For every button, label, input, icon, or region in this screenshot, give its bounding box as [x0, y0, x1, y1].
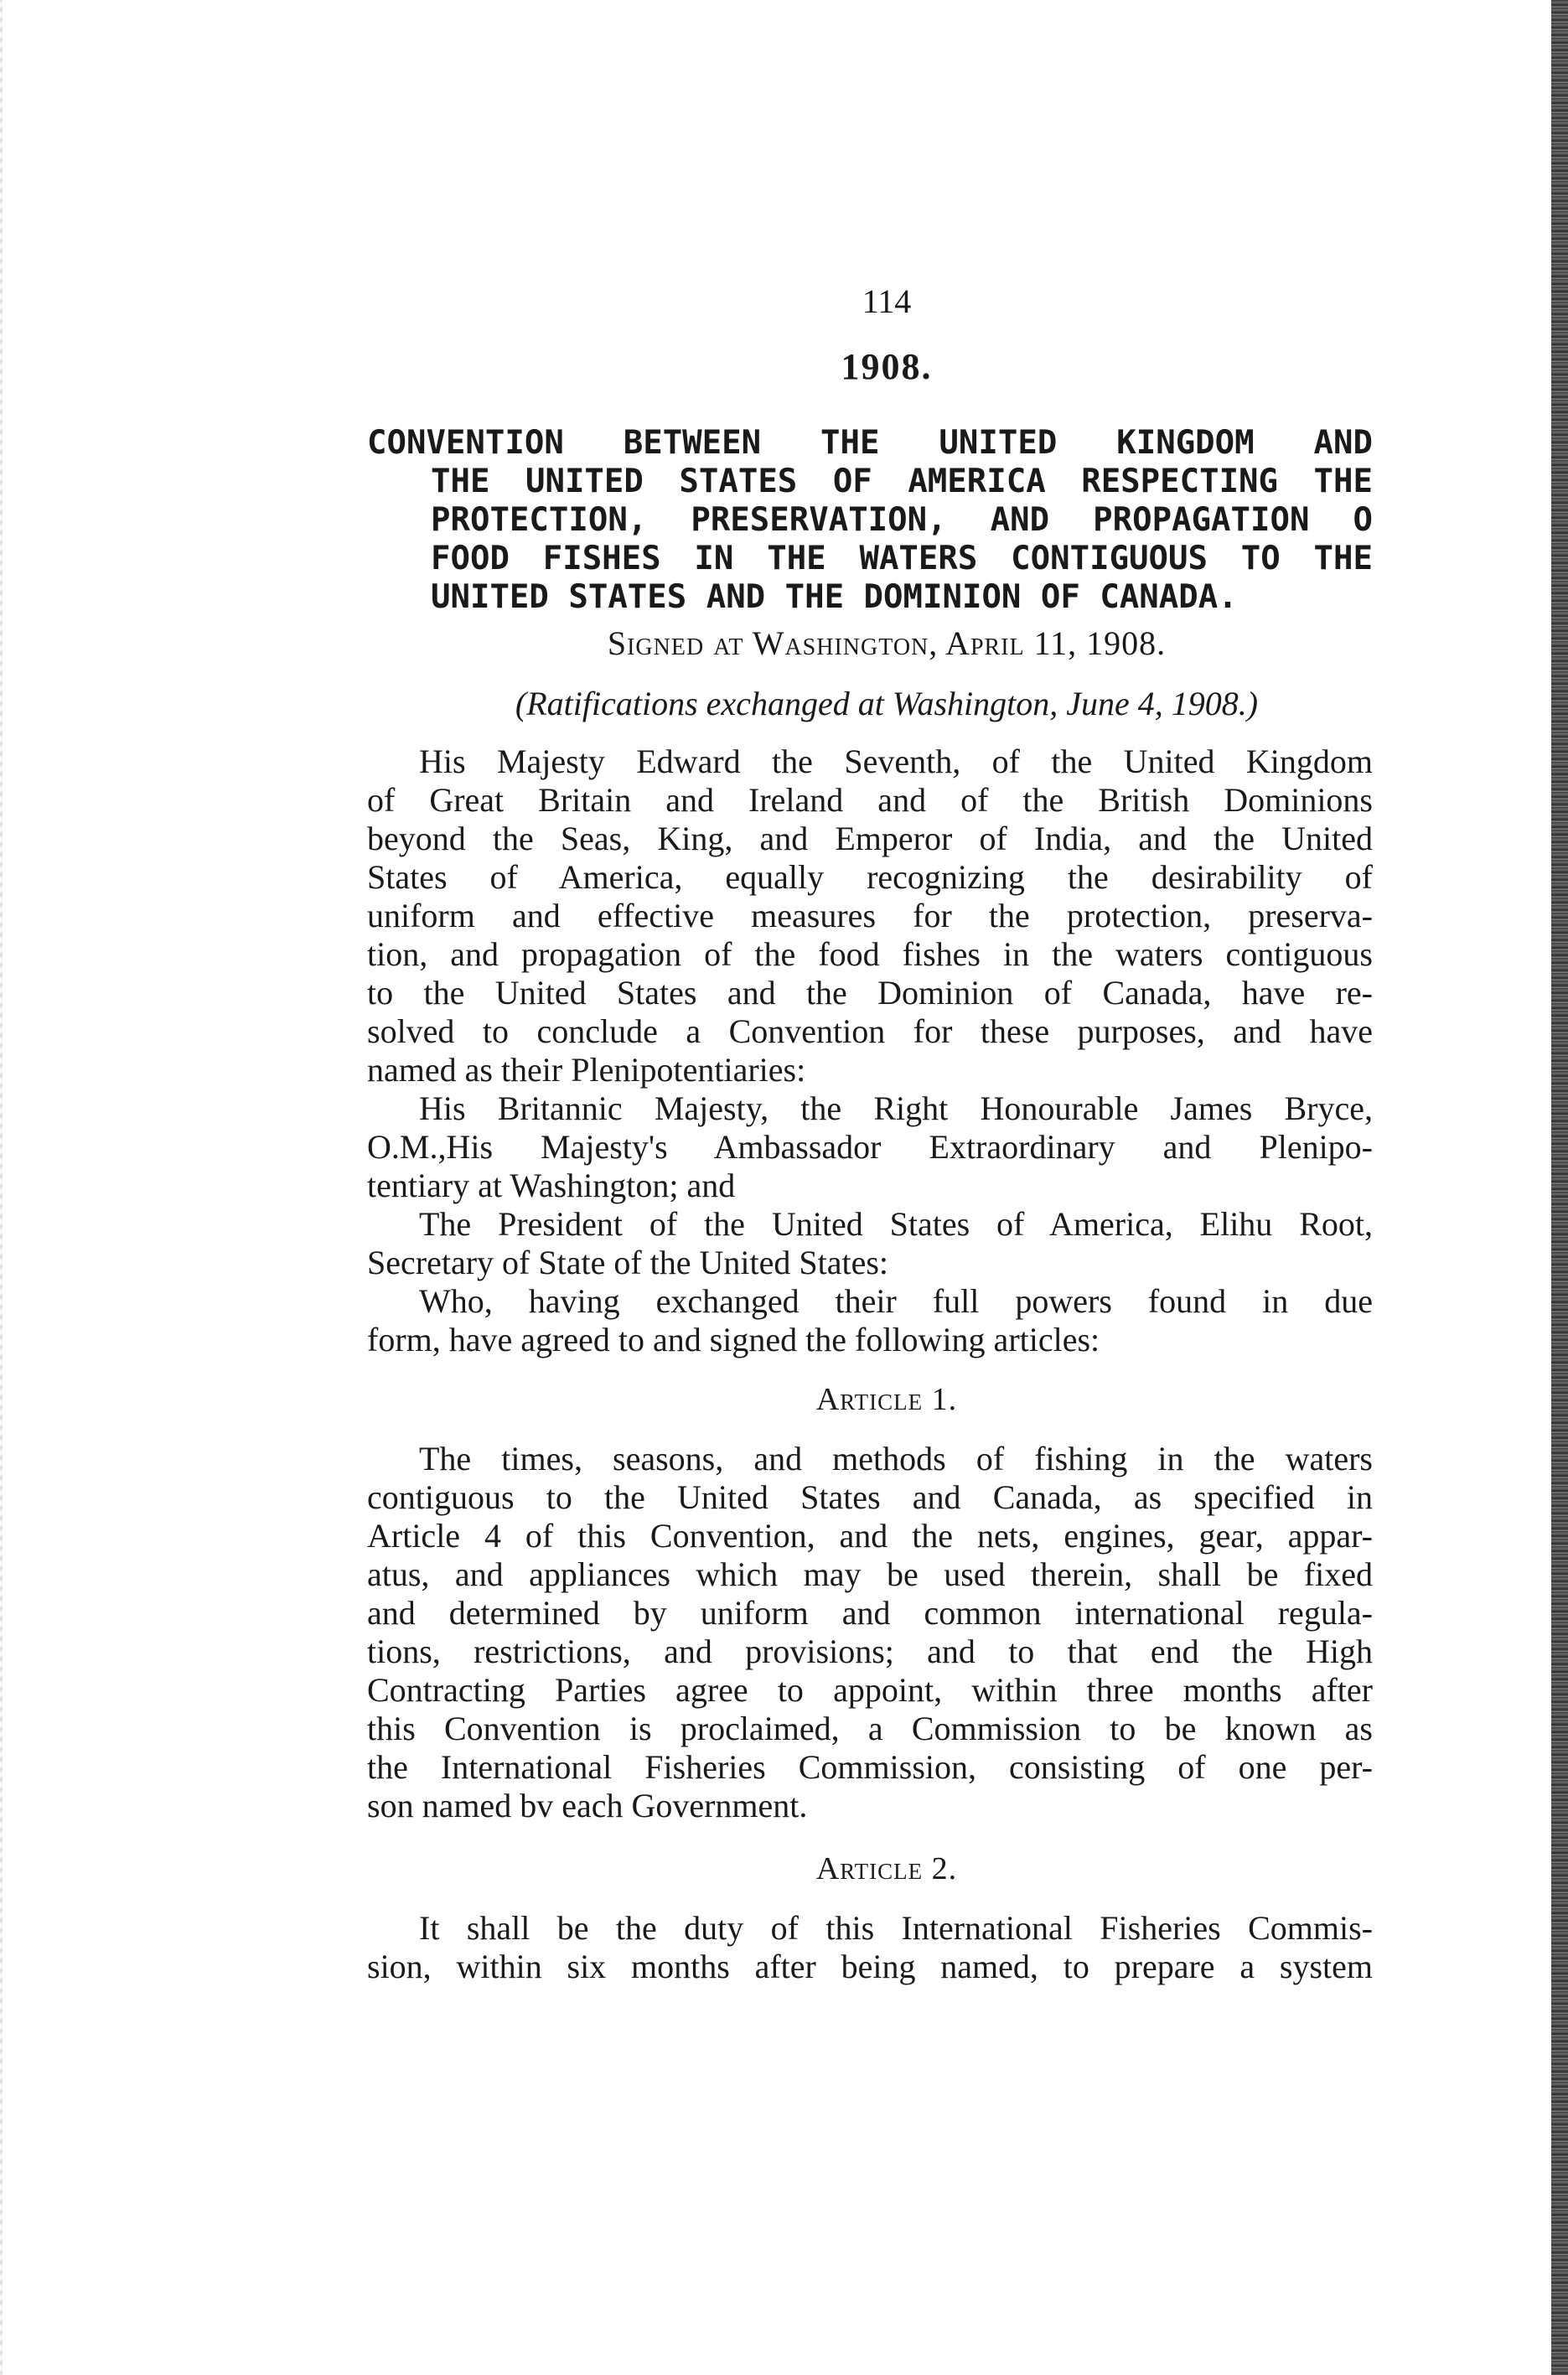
text-line: the International Fisheries Commission, consisting of one per- [367, 1748, 1373, 1786]
text-line: named as their Plenipotentiaries: [367, 1051, 806, 1089]
text-line: His Britannic Majesty, the Right Honourable James Bryce, [419, 1089, 1373, 1127]
text-line: son named bv each Government. [367, 1787, 808, 1824]
text-line: form, have agreed to and signed the following articles: [367, 1321, 1100, 1358]
text-line: to the United States and the Dominion of Canada, have re- [367, 974, 1373, 1012]
text-line: contiguous to the United States and Canada, as specified in [367, 1478, 1373, 1516]
text-line: beyond the Seas, King, and Emperor of India, and the United [367, 820, 1373, 857]
ratifications-line: (Ratifications exchanged at Washington, June 4, 1908.) [515, 685, 1259, 722]
text-line: this Convention is proclaimed, a Commission to be known as [367, 1710, 1373, 1747]
text-line: sion, within six months after being named, to prepare a system [367, 1948, 1373, 1985]
text-line: The President of the United States of America, Elihu Root, [419, 1205, 1373, 1243]
title-line: UNITED STATES AND THE DOMINION OF CANADA. [431, 578, 1238, 616]
president-plenipotentiary-paragraph [367, 1205, 1373, 1282]
text-line: Article 4 of this Convention, and the nets, engines, gear, appar- [367, 1517, 1373, 1555]
title-line: FOOD FISHES IN THE WATERS CONTIGUOUS TO THE [431, 540, 1373, 577]
text-line: atus, and appliances which may be used therein, shall be fixed [367, 1555, 1373, 1593]
text-line: uniform and effective measures for the protection, preserva- [367, 897, 1373, 934]
signed-line: Signed at Washington, April 11, 1908. [607, 624, 1167, 662]
text-line: It shall be the duty of this International Fisheries Commis- [419, 1909, 1373, 1947]
text-line: Who, having exchanged their full powers found in due [419, 1282, 1373, 1320]
text-line: His Majesty Edward the Seventh, of the United Kingdom [419, 743, 1373, 780]
britannic-plenipotentiary-paragraph [367, 1089, 1373, 1205]
text-line: Secretary of State of the United States: [367, 1244, 889, 1281]
title-line: CONVENTION BETWEEN THE UNITED KINGDOM AND [367, 424, 1373, 462]
text-line: of Great Britain and Ireland and of the British Dominions [367, 781, 1373, 819]
title-line: THE UNITED STATES OF AMERICA RESPECTING THE [431, 463, 1373, 500]
text-line: Contracting Parties agree to appoint, within three months after [367, 1671, 1373, 1709]
year-heading: 1908. [841, 346, 933, 387]
full-powers-paragraph [367, 1282, 1373, 1359]
preamble-paragraph [367, 743, 1373, 1089]
article-1-heading: Article 1. [815, 1382, 958, 1417]
page-number: 114 [862, 282, 912, 320]
text-line: tions, restrictions, and provisions; and to that end the High [367, 1632, 1373, 1670]
text-line: and determined by uniform and common international regula- [367, 1594, 1373, 1632]
title-line: PROTECTION, PRESERVATION, AND PROPAGATION O [431, 501, 1373, 539]
text-line: O.M.,His Majesty's Ambassador Extraordinary and Plenipo- [367, 1128, 1373, 1166]
text-line: tentiary at Washington; and [367, 1167, 736, 1204]
text-line: The times, seasons, and methods of fishing in the waters [419, 1440, 1373, 1477]
text-line: States of America, equally recognizing the desirability of [367, 858, 1373, 896]
text-line: solved to conclude a Convention for these purposes, and have [367, 1012, 1373, 1050]
article-1-paragraph [367, 1440, 1373, 1825]
text-line: tion, and propagation of the food fishes in the waters contiguous [367, 935, 1373, 973]
article-2-paragraph [367, 1909, 1373, 1986]
article-2-heading: Article 2. [815, 1851, 958, 1886]
convention-title [367, 424, 1373, 617]
